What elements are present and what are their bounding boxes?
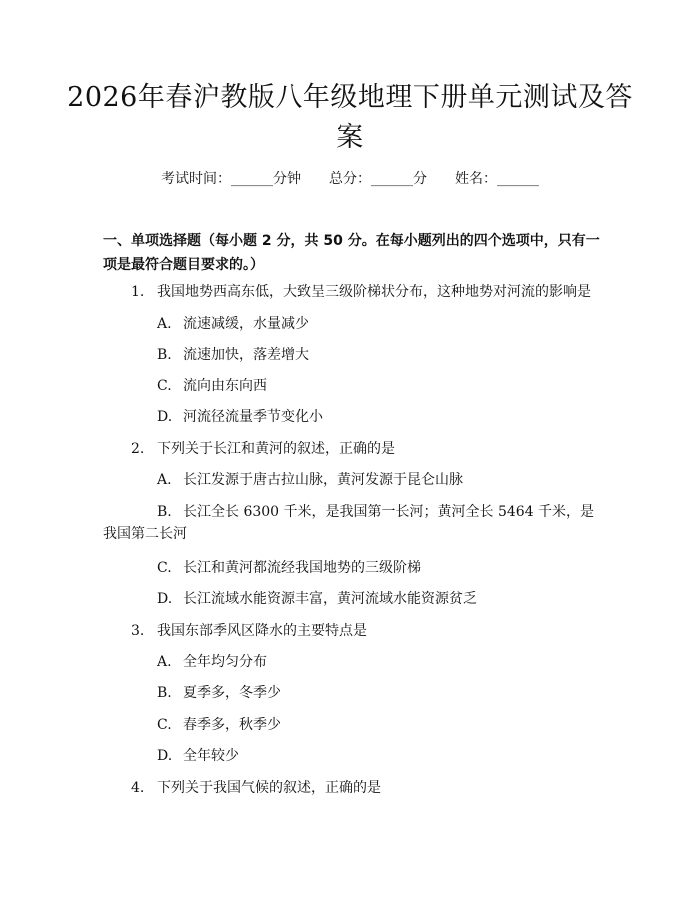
option-1b (103, 344, 603, 366)
question-number: 3. (131, 623, 145, 639)
option-letter: A. (157, 316, 172, 332)
option-text: 全年均匀分布 (183, 654, 267, 670)
option-3a (103, 651, 603, 673)
option-text: 长江全长 6300 千米，是我国第一长河；黄河全长 5464 千米，是我国第二长河 (103, 504, 595, 542)
option-1c (103, 375, 603, 397)
option-text: 流速减缓，水量减少 (183, 316, 309, 332)
option-letter: B. (157, 685, 172, 701)
option-2a (103, 469, 603, 491)
option-letter: A. (157, 472, 172, 488)
option-text: 长江和黄河都流经我国地势的三级阶梯 (183, 560, 421, 576)
option-text: 春季多，秋季少 (183, 717, 281, 733)
exam-title: 2026年春沪教版八年级地理下册单元测试及答案 (67, 82, 633, 153)
section-heading: 一、单项选择题（每小题 2 分，共 50 分。在每小题列出的四个选项中，只有一项是最符合题目要求的。） (103, 233, 600, 273)
option-text: 全年较少 (183, 748, 239, 764)
question-number: 1. (131, 284, 145, 300)
question-text: 下列关于长江和黄河的叙述，正确的是 (157, 441, 395, 457)
option-text: 流速加快，落差增大 (183, 347, 309, 363)
option-letter: C. (157, 560, 172, 576)
total-score-field: 总分：______分 (329, 171, 427, 187)
question-4 (103, 777, 603, 799)
question-3 (103, 620, 603, 642)
option-letter: D. (157, 591, 173, 607)
option-letter: B. (157, 504, 172, 520)
option-1a (103, 313, 603, 335)
option-text: 长江发源于唐古拉山脉，黄河发源于昆仑山脉 (183, 472, 463, 488)
option-text: 长江流域水能资源丰富，黄河流域水能资源贫乏 (183, 591, 477, 607)
question-2 (103, 438, 603, 460)
option-2c (103, 557, 603, 579)
question-text: 下列关于我国气候的叙述，正确的是 (157, 780, 381, 796)
option-letter: A. (157, 654, 172, 670)
exam-meta (0, 168, 700, 188)
option-2b (103, 501, 595, 545)
question-1 (103, 281, 603, 303)
option-letter: C. (157, 717, 172, 733)
option-3c (103, 714, 603, 736)
option-3b (103, 682, 603, 704)
option-letter: B. (157, 347, 172, 363)
question-number: 4. (131, 780, 145, 796)
question-text: 我国地势西高东低，大致呈三级阶梯状分布，这种地势对河流的影响是 (157, 284, 591, 300)
question-number: 2. (131, 441, 145, 457)
option-text: 流向由东向西 (183, 378, 267, 394)
option-2d (103, 588, 603, 610)
option-text: 河流径流量季节变化小 (183, 409, 323, 425)
option-3d (103, 745, 603, 767)
question-text: 我国东部季风区降水的主要特点是 (157, 623, 367, 639)
option-letter: D. (157, 409, 173, 425)
exam-time-field: 考试时间：______分钟 (161, 171, 301, 187)
option-text: 夏季多，冬季少 (183, 685, 281, 701)
student-name-field: 姓名：______ (455, 171, 539, 187)
option-1d (103, 406, 603, 428)
option-letter: D. (157, 748, 173, 764)
option-letter: C. (157, 378, 172, 394)
